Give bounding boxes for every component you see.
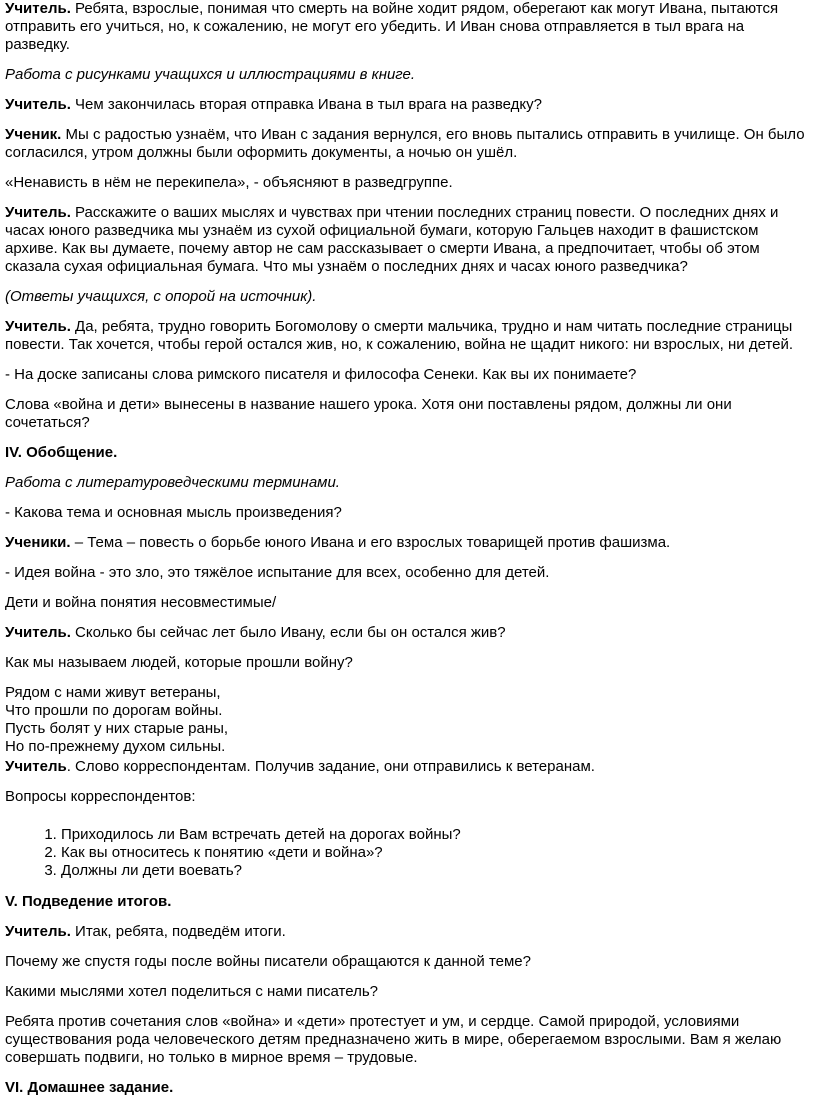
paragraph-text: Ребята, взрослые, понимая что смерть на войне ходит рядом, оберегают как могут Ивана, пытаются отправить его учиться, но, к сожалению, не могут его убедить. И Иван снова отправляется в тыл врага на разведку. xyxy=(5,0,779,53)
paragraph-student-answers-note xyxy=(5,288,811,306)
paragraph-seneca xyxy=(5,366,811,384)
speaker-label: Учитель. xyxy=(5,923,71,940)
heading-text: VI. Домашнее задание. xyxy=(5,1079,174,1096)
speaker-label: Ученики. xyxy=(5,534,71,551)
poem-line: Но по-прежнему духом сильны. xyxy=(5,738,226,755)
speaker-label: Ученик. xyxy=(5,126,62,143)
paragraph-veterans-question xyxy=(5,654,811,672)
paragraph-conclusion xyxy=(5,1013,811,1067)
list-item: 3. Должны ли дети воевать? xyxy=(61,862,811,880)
paragraph-text: (Ответы учащихся, с опорой на источник). xyxy=(5,288,317,305)
paragraph-teacher-2 xyxy=(5,96,811,114)
section-heading-iv xyxy=(5,444,811,462)
speaker-label: Учитель. xyxy=(5,0,71,17)
speaker-label: Учитель. xyxy=(5,318,71,335)
paragraph-teacher-3 xyxy=(5,204,811,276)
paragraph-student-1 xyxy=(5,126,811,162)
paragraph-text: Слова «война и дети» вынесены в название нашего урока. Хотя они поставлены рядом, должны ли они сочетаться? xyxy=(5,396,732,431)
speaker-label: Учитель. xyxy=(5,96,71,113)
poem-line: Пусть болят у них старые раны, xyxy=(5,720,229,737)
poem-line: Рядом с нами живут ветераны, xyxy=(5,684,221,701)
paragraph-teacher-5 xyxy=(5,624,811,642)
paragraph-war-and-children xyxy=(5,396,811,432)
paragraph-questions-label xyxy=(5,788,811,806)
speaker-label: Учитель. xyxy=(5,204,71,221)
paragraph-incompatible xyxy=(5,594,811,612)
paragraph-text: Работа с литературоведческими терминами. xyxy=(5,474,340,491)
paragraph-text: Дети и война понятия несовместимые/ xyxy=(5,594,277,611)
list-item: 2. Как вы относитесь к понятию «дети и война»? xyxy=(61,844,811,862)
paragraph-text: Да, ребята, трудно говорить Богомолову о смерти мальчика, трудно и нам читать последние страницы повести. Так хочется, чтобы герой остался жив, но, к сожалению, война не щадит никого: ни взрослых, ни детей. xyxy=(5,318,794,353)
paragraph-work-drawings xyxy=(5,66,811,84)
paragraph-literary-terms xyxy=(5,474,811,492)
paragraph-teacher-7 xyxy=(5,923,811,941)
paragraph-teacher-6 xyxy=(5,758,811,776)
paragraph-students-theme xyxy=(5,534,811,552)
heading-text: IV. Обобщение. xyxy=(5,444,118,461)
paragraph-why-writers xyxy=(5,953,811,971)
paragraph-text: Расскажите о ваших мыслях и чувствах при чтении последних страниц повести. О последних днях и часах юного разведчика мы узнаём из сухой официальной бумаги, которую Гальцев находит в фашистском архиве. Как вы думаете, почему автор не сам рассказывает о смерти Ивана, а предпочитает, чтобы об этом сказала сухая официальная бумага. Что мы узнаём о последних днях и часах юного разведчика? xyxy=(5,204,779,275)
paragraph-text: Вопросы корреспондентов: xyxy=(5,788,196,805)
paragraph-text: Сколько бы сейчас лет было Ивану, если бы он остался жив? xyxy=(70,624,506,641)
questions-list xyxy=(5,826,811,880)
paragraph-text: - Какова тема и основная мысль произведения? xyxy=(5,504,342,521)
paragraph-text: Как мы называем людей, которые прошли войну? xyxy=(5,654,353,671)
paragraph-theme-question xyxy=(5,504,811,522)
paragraph-author-thoughts xyxy=(5,983,811,1001)
paragraph-text: - Идея война - это зло, это тяжёлое испытание для всех, особенно для детей. xyxy=(5,564,550,581)
paragraph-teacher-4 xyxy=(5,318,811,354)
paragraph-text: - На доске записаны слова римского писателя и философа Сенеки. Как вы их понимаете? xyxy=(5,366,637,383)
paragraph-text: «Ненависть в нём не перекипела», - объясняют в разведгруппе. xyxy=(5,174,453,191)
paragraph-text: Итак, ребята, подведём итоги. xyxy=(70,923,286,940)
paragraph-idea xyxy=(5,564,811,582)
paragraph-text: Работа с рисунками учащихся и иллюстрациями в книге. xyxy=(5,66,416,83)
paragraph-text: Почему же спустя годы после войны писатели обращаются к данной теме? xyxy=(5,953,531,970)
speaker-label: Учитель. xyxy=(5,624,71,641)
paragraph-text: Чем закончилась вторая отправка Ивана в тыл врага на разведку? xyxy=(70,96,542,113)
poem xyxy=(5,684,811,756)
section-heading-vi xyxy=(5,1079,811,1097)
paragraph-teacher-1 xyxy=(5,0,811,54)
speaker-label: Учитель xyxy=(5,758,67,775)
section-heading-v xyxy=(5,893,811,911)
poem-line: Что прошли по дорогам войны. xyxy=(5,702,223,719)
list-item: 1. Приходилось ли Вам встречать детей на дорогах войны? xyxy=(61,826,811,844)
paragraph-quote-hatred xyxy=(5,174,811,192)
paragraph-text: Мы с радостью узнаём, что Иван с задания вернулся, его вновь пытались отправить в училище. Он было согласился, утром должны были оформить документы, а ночью он ушёл. xyxy=(5,126,805,161)
heading-text: V. Подведение итогов. xyxy=(5,893,172,910)
paragraph-text: Какими мыслями хотел поделиться с нами писатель? xyxy=(5,983,378,1000)
paragraph-text: . Слово корреспондентам. Получив задание, они отправились к ветеранам. xyxy=(66,758,595,775)
paragraph-text: Ребята против сочетания слов «война» и «дети» протестует и ум, и сердце. Самой природой, условиями существования рода человеческого детям предназначено жить в мире, оберегаемом взрослыми. Вам я желаю совершать подвиги, но только в мирное время – трудовые. xyxy=(5,1013,782,1066)
paragraph-text: – Тема – повесть о борьбе юного Ивана и его взрослых товарищей против фашизма. xyxy=(70,534,671,551)
